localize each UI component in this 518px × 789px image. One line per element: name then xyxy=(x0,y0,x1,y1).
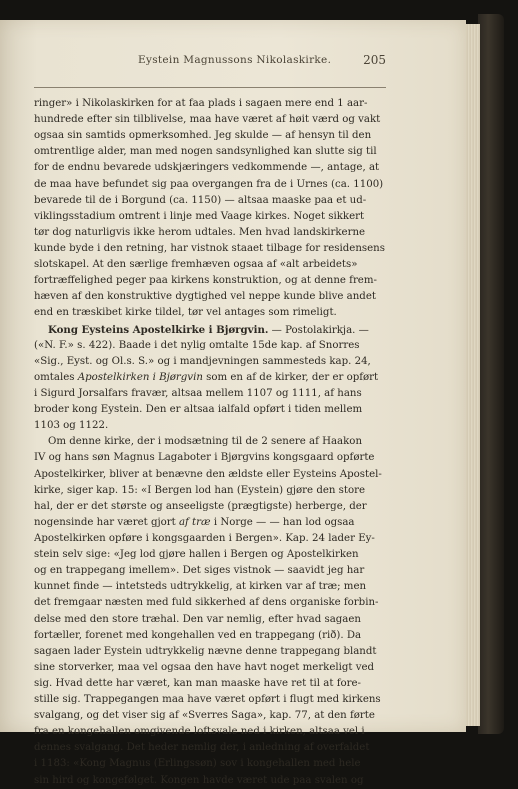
text-line: viklingsstadium omtrent i linje med Vaage kirkes. Noget sikkert xyxy=(34,210,365,222)
text-line: sig. Hvad dette har været, kan man maaske have ret til at fore- xyxy=(34,677,361,689)
text-line: fra en kongehallen omgivende loftsvale ned i kirken, altsaa vel i xyxy=(34,726,365,738)
text-line: stein selv sige: «Jeg lod gjøre hallen i Bergen og Apostelkirken xyxy=(34,549,359,561)
header-rule xyxy=(34,87,386,88)
section-title: Kong Eysteins Apostelkirke i Bjørgvin. xyxy=(48,323,269,336)
text-line: 1103 og 1122. xyxy=(34,420,109,432)
page-number: 205 xyxy=(363,53,386,67)
italic-phrase: af træ xyxy=(178,516,211,528)
section-heading-line xyxy=(34,322,390,338)
book-cover-edge xyxy=(478,14,504,734)
text-fragment: som en af de kirker, der er opført xyxy=(202,371,379,383)
text-line: sine storverker, maa vel ogsaa den have havt noget merkeligt ved xyxy=(34,661,375,673)
text-line: («N. F.» s. 422). Baade i det nylig omtalte 15de kap. af Snorres xyxy=(34,339,360,351)
text-line: kunde byde i den retning, har vistnok staaet tilbage for residensens xyxy=(34,242,385,254)
running-head: Eystein Magnussons Nikolaskirke. xyxy=(138,54,332,66)
text-line: delse med den store træhal. Den var nemlig, efter hvad sagaen xyxy=(34,613,361,625)
text-line: end en træskibet kirke tildel, tør vel antages som rimeligt. xyxy=(34,307,337,319)
text-line: i 1183: «Kong Magnus (Erlingssøn) sov i kongehallen med hele xyxy=(34,758,361,770)
text-line: sagaen lader Eystein udtrykkelig nævne denne trappegang blandt xyxy=(34,645,377,657)
body-text xyxy=(34,96,390,789)
text-line: fortæller, forenet med kongehallen ved en trappegang (rið). Da xyxy=(34,629,362,641)
text-fragment: — Postolakirkja. — xyxy=(268,324,369,336)
text-line: svalgang, og det viser sig af «Sverres Saga», kap. 77, at den førte xyxy=(34,710,375,722)
text-line: Apostelkirker, bliver at benævne den ældste eller Eysteins Apostel- xyxy=(34,468,382,480)
text-line: omtrentlige alder, man med nogen sandsynlighed kan slutte sig til xyxy=(34,146,377,158)
text-line: bevarede til de i Borgund (ca. 1150) — altsaa maaske paa et ud- xyxy=(34,194,367,206)
text-line: kirke, siger kap. 15: «I Bergen lod han (Eystein) gjøre den store xyxy=(34,484,366,496)
text-line: det fremgaar næsten med fuld sikkerhed af dens organiske forbin- xyxy=(34,597,379,609)
text-line xyxy=(34,515,390,531)
text-line: ringer» i Nikolaskirken for at faa plads i sagaen mere end 1 aar- xyxy=(34,98,368,109)
text-line: hæven af den konstruktive dygtighed vel neppe kunde blive andet xyxy=(34,291,376,303)
page-header xyxy=(20,54,386,70)
text-line: dennes svalgang. Det heder nemlig der, i anledning af overfaldet xyxy=(34,742,370,754)
text-line: tør dog naturligvis ikke herom udtales. Men hvad landskirkerne xyxy=(34,226,366,238)
text-fragment: omtales xyxy=(34,371,78,383)
text-line: hundrede efter sin tilblivelse, maa have været af høit værd og vakt xyxy=(34,114,381,126)
text-line: ogsaa sin samtids opmerksomhed. Jeg skulde — af hensyn til den xyxy=(34,130,372,142)
text-line: fortræffelighed peger paa kirkens konstruktion, og at denne frem- xyxy=(34,275,377,287)
text-line: broder kong Eystein. Den er altsaa ialfald opført i tiden mellem xyxy=(34,404,363,416)
text-line: de maa have befundet sig paa overgangen fra de i Urnes (ca. 1100) xyxy=(34,178,384,190)
text-line xyxy=(34,370,390,386)
text-fragment: nogensinde har været gjort xyxy=(34,516,179,528)
text-line: for de endnu bevarede udskjæringers vedkommende —, antage, at xyxy=(34,162,380,174)
text-line: kunnet finde — intetsteds udtrykkelig, at kirken var af træ; men xyxy=(34,581,367,593)
text-line: Om denne kirke, der i modsætning til de 2 senere af Haakon xyxy=(48,436,363,448)
text-line: sin hird og kongefølget. Kongen havde været ude paa svalen og xyxy=(34,774,364,786)
italic-phrase: Apostelkirken i Bjørgvin xyxy=(77,371,203,383)
text-line: Apostelkirken opføre i kongsgaarden i Bergen». Kap. 24 lader Ey- xyxy=(34,532,375,544)
text-line: slotskapel. At den særlige fremhæven ogsaa af «alt arbeidets» xyxy=(34,259,358,271)
text-line: stille sig. Trappegangen maa have været opført i flugt med kirkens xyxy=(34,694,381,706)
text-line: «Sig., Eyst. og Ol.s. S.» og i mandjevningen sammesteds kap. 24, xyxy=(34,355,371,367)
text-line: hal, der er det største og anseeligste (prægtigste) herberge, der xyxy=(34,500,367,512)
text-line: i Sigurd Jorsalfars fravær, altsaa mellem 1107 og 1111, af hans xyxy=(34,387,362,399)
text-line: og en trappegang imellem». Det siges vistnok — saavidt jeg har xyxy=(34,565,365,577)
text-line: IV og hans søn Magnus Lagaboter i Bjørgvins kongsgaard opførte xyxy=(34,452,375,464)
book-page xyxy=(0,20,466,786)
text-fragment: i Norge — — han lod ogsaa xyxy=(210,516,355,528)
